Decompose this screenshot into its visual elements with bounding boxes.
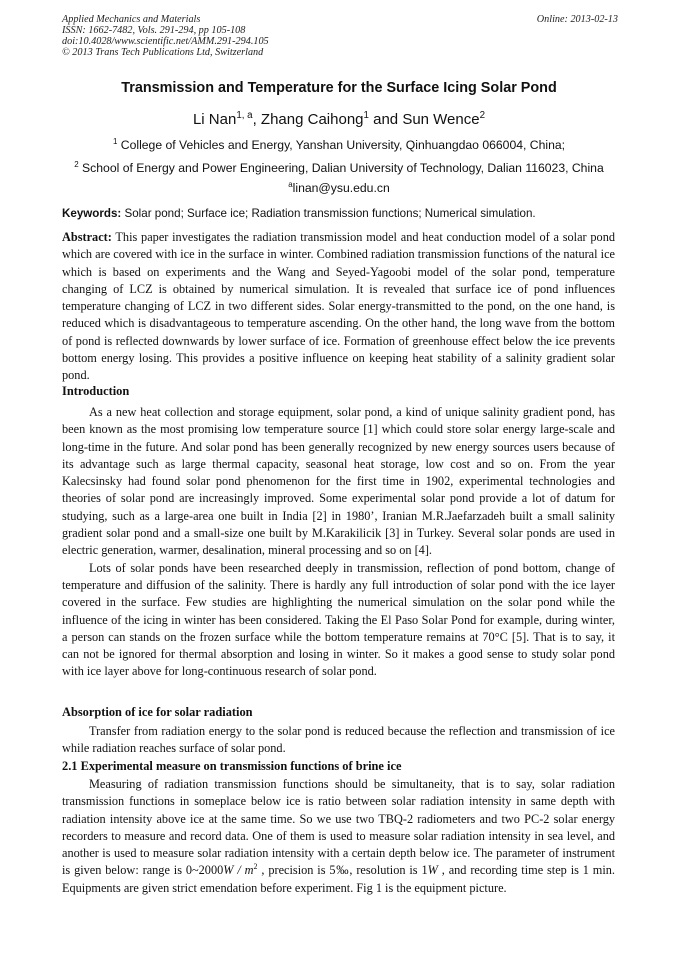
unit-formula: W <box>427 863 438 878</box>
journal-name: Applied Mechanics and Materials <box>62 14 201 25</box>
introduction-body <box>62 404 615 681</box>
affiliation-superscript: 2 <box>74 159 79 169</box>
doi-line: doi:10.4028/www.scientific.net/AMM.291-294.105 <box>62 36 269 47</box>
author-name: and Sun Wence <box>368 111 480 128</box>
author-name: Li Nan <box>192 111 237 128</box>
issn-line: ISSN: 1662-7482, Vols. 291-294, pp 105-108 <box>62 25 246 36</box>
affiliation-superscript: 1 <box>112 136 118 146</box>
paragraph <box>62 776 615 897</box>
author-superscript: 1 <box>363 110 369 121</box>
abstract <box>62 229 615 385</box>
author-superscript: 1, a <box>236 110 253 121</box>
author-superscript: 2 <box>479 110 486 121</box>
keywords-label: Keywords: <box>62 207 122 220</box>
abstract-label: Abstract: <box>62 230 112 244</box>
journal-header <box>62 14 618 58</box>
paragraph: Lots of solar ponds have been researched deeply in transmission, reflection of pond bottom, change of temperature and diffusion of the salinity. There is hardly any full introduction of solar pond with the ice layer covered in the surface. Few studies are highlighting the numerical simulation on the solar pond while the influence of the icing in winter has been considered. Taking the El Paso Solar Pond for example, during winter, a person can stands on the frozen surface while the bottom temperature remains at 70°C [5]. That is to say, it can not be ignored for thermal absorption and losing in winter. So it makes a good sense to study solar pond with ice layer above for long-continuous research of solar pond. <box>62 560 615 679</box>
paper-title: Transmission and Temperature for the Surface Icing Solar Pond <box>121 80 557 96</box>
affiliation-text: College of Vehicles and Energy, Yanshan University, Qinhuangdao 066004, China; <box>117 138 566 152</box>
copyright-line: © 2013 Trans Tech Publications Ltd, Switzerland <box>62 47 264 58</box>
author-name: , Zhang Caihong <box>252 111 364 128</box>
online-date: Online: 2013-02-13 <box>536 14 618 25</box>
section-heading-introduction: Introduction <box>62 384 130 398</box>
email-superscript: a <box>288 179 293 189</box>
subsection-heading-2-1: 2.1 Experimental measure on transmission functions of brine ice <box>62 759 402 773</box>
paragraph-text: , precision is 5‰, resolution is 1 <box>257 863 428 878</box>
keywords-text: Solar pond; Surface ice; Radiation transmission functions; Numerical simulation. <box>121 207 536 220</box>
affiliation-1 <box>30 138 648 152</box>
paragraph: Transfer from radiation energy to the solar pond is reduced because the reflection and transmission of ice while radiation reaches surface of solar pond. <box>62 724 615 756</box>
affiliation-text: School of Energy and Power Engineering, Dalian University of Technology, Dalian 116023, China <box>78 161 604 175</box>
email-text: linan@ysu.edu.cn <box>292 181 390 195</box>
affiliation-2 <box>30 161 648 175</box>
unit-formula: W / m <box>223 863 254 878</box>
absorption-body <box>62 723 615 758</box>
subsection-2-1-body <box>62 776 615 897</box>
unit-superscript: 2 <box>253 862 258 872</box>
author-email <box>30 181 648 195</box>
abstract-text: This paper investigates the radiation transmission model and heat conduction model of a solar pond which are covered with ice in the surface in winter. Combined radiation transmission functions of the natural ice which is based on experiments and the Wang and Seyed-Yagoobi model of the solar pond, temperature changing of LCZ is obtained by numerical simulation. It is revealed that surface ice of pond influences temperature changing of LCZ in two different sides. Solar energy-transmitted to the pond, on the one hand, is reduced which is disadvantageous to temperature ascending. On the other hand, the long wave from the bottom of pond is reflected downwards by lower surface of ice. Formation of greenhouse effect below the ice prevents bottom energy losing. This provides a positive influence on keeping heat stability of a salinity gradient solar pond. <box>62 230 615 383</box>
section-heading-absorption: Absorption of ice for solar radiation <box>62 705 253 719</box>
keywords <box>62 207 622 220</box>
author-list <box>40 111 638 128</box>
paragraph-text: Measuring of radiation transmission functions should be simultaneity, that is to say, solar radiation transmission functions in someplace below ice is ratio between solar radiation intensity in same depth with radiation intensity above ice at the same time. So we use two TBQ-2 radiometers and two PC-2 solar energy recorders to measure and record data. One of them is used to measure solar radiation intensity in sea level, and another is used to measure solar radiation intensity with a certain depth below ice. The parameter of instrument is given below: range is 0~2000 <box>62 777 615 878</box>
paragraph-text: , and recording time step is 1 min. Equipments are given strict emendation before experiment. Fig 1 is the equipment picture. <box>62 863 615 895</box>
paragraph: As a new heat collection and storage equipment, solar pond, a kind of unique salinity gradient pond, has been known as the most promising low temperature source [1] which could store solar energy large-scale and long-time in the future. And solar pond has been generally recognized by new energy sources users because of its advantage such as large thermal capacity, seasonal heat storage, low cost and so on. From the year Kalecsinsky had found solar pond phenomenon for the first time in 1902, experimental technologies and theories of solar pond are increasingly improved. Some experimental solar pond provide a lot of datum for studying, such as a large-area one built in India [2] in 1980’, Iranian M.R.Jaefarzadeh built a small salinity gradient solar pond and a small-size one built by M.Karakilicik [3] in Turkey. Several solar ponds are used in electric generation, warmer, desalination, mineral processing and so on [4]. <box>62 405 615 558</box>
